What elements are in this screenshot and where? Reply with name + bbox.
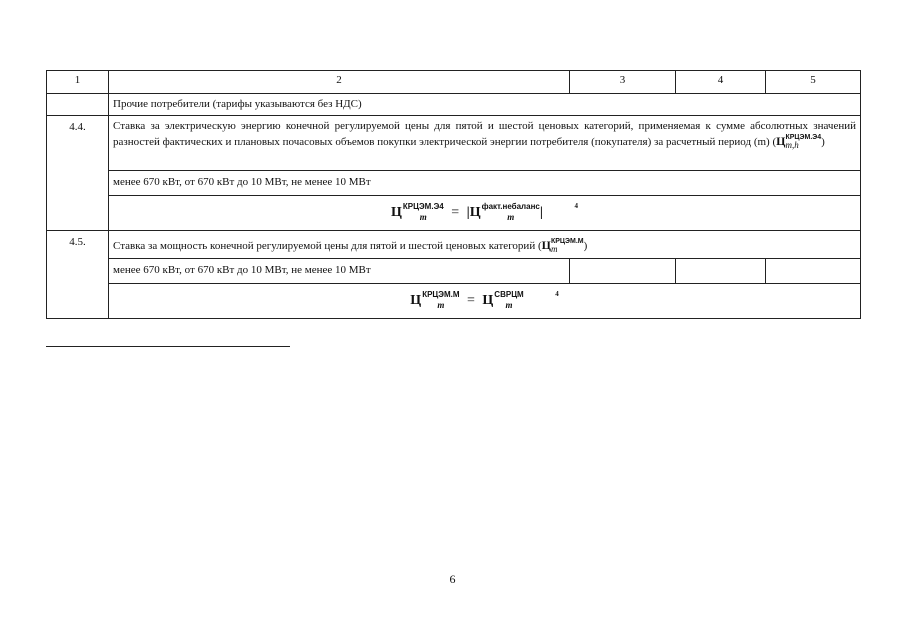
formula-lhs-symbol: Ц [391, 205, 402, 221]
header-col-3: 3 [570, 71, 676, 94]
formula-rhs-indices [494, 289, 524, 310]
row-4-5-capacity-ranges: менее 670 кВт, от 670 кВт до 10 МВт, не менее 10 МВт [109, 259, 570, 284]
row-4-4-description-close: ) [821, 135, 825, 148]
formula-lhs-indices [422, 289, 460, 310]
row-4-4-description-cell [109, 116, 861, 171]
row-4-4-symbol-indices [785, 134, 821, 150]
formula-abs-close: | [539, 205, 543, 221]
section-title-num-cell [47, 94, 109, 116]
header-col-1: 1 [47, 71, 109, 94]
row-4-4-formula-row [47, 196, 861, 231]
formula-lhs-sub: m [419, 211, 427, 222]
formula-lhs-indices [402, 201, 444, 222]
row-4-4-symbol-sub: m,h [785, 140, 799, 151]
footnote-separator [46, 346, 290, 347]
row-4-5-description-text: Ставка за мощность конечной регулируемой цены для пятой и шестой ценовых категорий ( [113, 240, 542, 252]
row-4-4-capacity-ranges: менее 670 кВт, от 670 кВт до 10 МВт, не менее 10 МВт [109, 171, 861, 196]
header-col-5: 5 [766, 71, 861, 94]
formula-rhs-sup: факт.небаланс [481, 201, 540, 211]
row-4-4-capacity-row [47, 171, 861, 196]
row-4-5-symbol-sup: КРЦЭМ.М [550, 238, 584, 246]
row-4-5-formula-cell [109, 284, 861, 319]
row-4-5-col-4-value [676, 259, 766, 284]
formula-lhs-sup: КРЦЭМ.Э4 [402, 201, 444, 211]
row-4-5-formula-row [47, 284, 861, 319]
row-4-5-symbol: Ц [541, 238, 551, 252]
row-4-5-symbol-indices [551, 238, 584, 254]
formula-abs-open: | [466, 205, 470, 221]
header-row [47, 71, 861, 94]
formula-rhs-symbol: Ц [482, 293, 494, 309]
row-4-4-symbol: Ц [776, 133, 786, 148]
row-4-5-description [47, 231, 861, 259]
formula-rhs-symbol: Ц [469, 205, 481, 221]
row-4-5-symbol-sub: m [550, 244, 558, 255]
formula-footnote-ref: 4 [555, 290, 559, 299]
formula-lhs-sup: КРЦЭМ.М [422, 289, 460, 299]
row-4-5-col-5-value [766, 259, 861, 284]
formula-rhs-sup: СВРЦМ [494, 289, 524, 299]
formula-rhs-indices [481, 201, 540, 222]
row-4-5-formula [410, 289, 559, 310]
formula-lhs-symbol: Ц [410, 293, 422, 309]
row-4-5-description-close: ) [583, 240, 588, 252]
section-title: Прочие потребители (тарифы указываются без НДС) [109, 94, 861, 116]
row-4-4-symbol-sup: КРЦЭМ.Э4 [785, 134, 822, 142]
row-4-4-formula [391, 201, 578, 222]
row-4-5-capacity-row [47, 259, 861, 284]
formula-rhs-sub: m [505, 299, 513, 310]
formula-rhs-sub: m [507, 211, 515, 222]
row-4-5-description-cell [109, 231, 861, 259]
section-title-row [47, 94, 861, 116]
row-4-4-formula-cell [109, 196, 861, 231]
row-4-5-number: 4.5. [47, 231, 109, 319]
row-4-4-number: 4.4. [47, 116, 109, 231]
row-4-5-col-3-value [570, 259, 676, 284]
header-col-4: 4 [676, 71, 766, 94]
tariff-table [46, 70, 861, 319]
row-4-4-description [47, 116, 861, 171]
formula-equals: = [451, 205, 460, 221]
row-4-4-description-text: Ставка за электрическую энергию конечной регулируемой цены для пятой и шестой ценовых категорий, применяемая к сумме абсолютных значений разностей фактических и плановых почасовых объемов покупки электрической энергии потребителя (покупателя) за расчетный период (m) ( [113, 120, 856, 148]
formula-footnote-ref: 4 [574, 202, 578, 211]
formula-lhs-sub: m [437, 299, 445, 310]
header-col-2: 2 [109, 71, 570, 94]
page-number: 6 [449, 572, 456, 586]
formula-equals: = [467, 293, 475, 309]
